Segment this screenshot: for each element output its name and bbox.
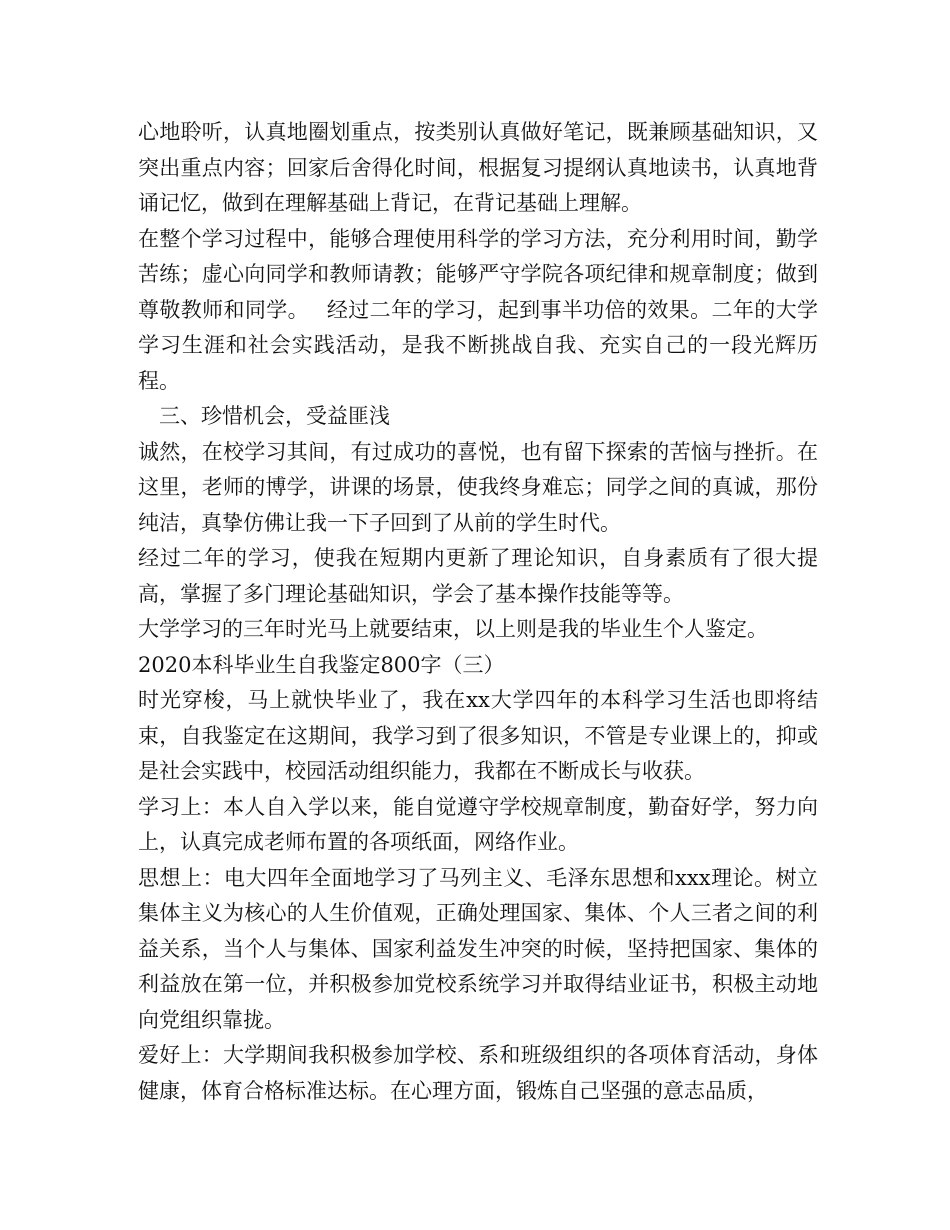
document-section-title: 2020本科毕业生自我鉴定800字（三） [138, 652, 505, 677]
paragraph-study-methods: 在整个学习过程中，能够合理使用科学的学习方法，充分利用时间，勤学苦练；虚心向同学和教师请教；能够严守学院各项纪律和规章制度；做到尊敬教师和同学。 经过二年的学习，起到事半功倍的效果。二年的大学学习生涯和社会实践活动，是我不断挑战自我、充实自己的一段光辉历程。 [138, 226, 818, 393]
paragraph-listening-notes: 心地聆听，认真地圈划重点，按类别认真做好笔记，既兼顾基础知识，又突出重点内容；回家后舍得化时间，根据复习提纲认真地读书，认真地背诵记忆，做到在理解基础上背记，在背记基础上理解。 [138, 120, 818, 215]
paragraph-two-years-learning: 经过二年的学习，使我在短期内更新了理论知识，自身素质有了很大提高，掌握了多门理论基础知识，学会了基本操作技能等等。 [138, 546, 818, 606]
paragraph-school-experience: 诚然，在校学习其间，有过成功的喜悦，也有留下探索的苦恼与挫折。在这里，老师的博学，讲课的场景，使我终身难忘；同学之间的真诚，那份纯洁，真挚仿佛让我一下子回到了从前的学生时代。 [138, 439, 818, 535]
paragraph-ideology: 思想上：电大四年全面地学习了马列主义、毛泽东思想和xxx理论。树立集体主义为核心的人生价值观，正确处理国家、集体、个人三者之间的利益关系，当个人与集体、国家利益发生冲突的时候，坚持把国家、集体的利益放在第一位，并积极参加党校系统学习并取得结业证书，积极主动地向党组织靠拢。 [138, 865, 818, 1032]
paragraph-hobbies: 爱好上：大学期间我积极参加学校、系和班级组织的各项体育活动，身体健康，体育合格标准达标。在心理方面，锻炼自己坚强的意志品质， [138, 1043, 818, 1103]
document-body [138, 115, 818, 1109]
section-heading-cherish-opportunity: 三、珍惜机会，受益匪浅 [159, 404, 390, 428]
paragraph-conclusion: 大学学习的三年时光马上就要结束，以上则是我的毕业生个人鉴定。 [138, 617, 768, 641]
paragraph-study: 学习上：本人自入学以来，能自觉遵守学校规章制度，勤奋好学，努力向上，认真完成老师布置的各项纸面，网络作业。 [138, 794, 818, 854]
paragraph-graduation-intro: 时光穿梭，马上就快毕业了，我在xx大学四年的本科学习生活也即将结束，自我鉴定在这期间，我学习到了很多知识，不管是专业课上的，抑或是社会实践中，校园活动组织能力，我都在不断成长与收获。 [138, 688, 818, 783]
